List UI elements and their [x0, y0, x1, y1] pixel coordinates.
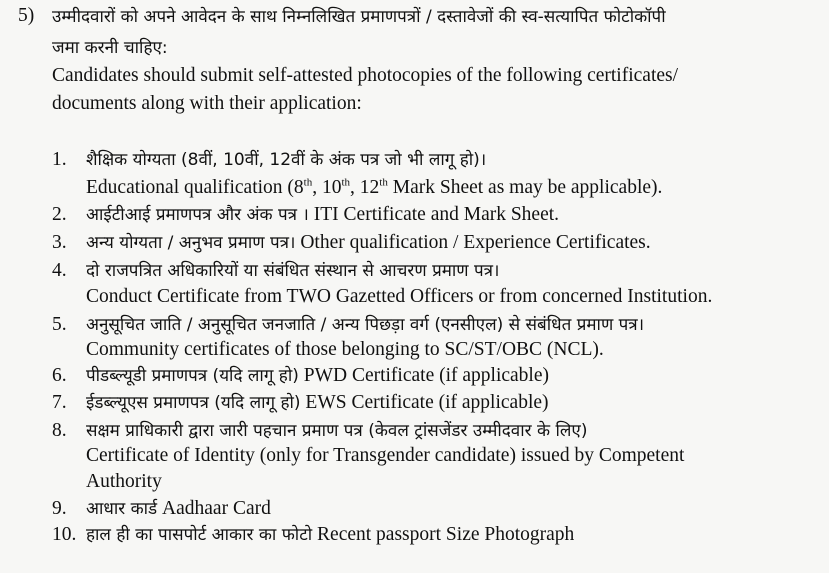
item-number: 4. [52, 260, 67, 281]
list-item: अन्य योग्यता / अनुभव प्रमाण पत्र। Other qualification / Experience Certificates. [86, 232, 651, 253]
list-item: हाल ही का पासपोर्ट आकार का फोटो Recent passport Size Photograph [86, 524, 575, 545]
item-english: Certificate of Identity (only for Transgender candidate) issued by Competent [86, 445, 685, 466]
list-item: आईटीआई प्रमाणपत्र और अंक पत्र । ITI Certificate and Mark Sheet. [86, 204, 560, 225]
item-hindi: शैक्षिक योग्यता (8वीं, 10वीं, 12वीं के अंक पत्र जो भी लागू हो)। [86, 150, 487, 170]
list-item: आधार कार्ड Aadhaar Card [86, 498, 271, 519]
item-english: Conduct Certificate from TWO Gazetted Officers or from concerned Institution. [86, 286, 713, 307]
item-number: 2. [52, 204, 67, 225]
item-english: Authority [86, 471, 162, 492]
item-number: 7. [52, 392, 67, 413]
item-number: 8. [52, 420, 67, 441]
section-hindi-line1: उम्मीदवारों को अपने आवेदन के साथ निम्नलिखित प्रमाणपत्रों / दस्तावेजों की स्व-सत्यापित फोटोकॉपी [52, 7, 666, 27]
section-english-line1: Candidates should submit self-attested photocopies of the following certificates/ [52, 65, 679, 86]
item-hindi: सक्षम प्राधिकारी द्वारा जारी पहचान प्रमाण पत्र (केवल ट्रांसजेंडर उम्मीदवार के लिए) [86, 421, 588, 441]
item-number: 6. [52, 365, 67, 386]
item-hindi: अनुसूचित जाति / अनुसूचित जनजाति / अन्य पिछड़ा वर्ग (एनसीएल) से संबंधित प्रमाण पत्र। [86, 315, 645, 335]
item-number: 5. [52, 314, 67, 335]
item-number: 10. [52, 524, 77, 545]
list-item: पीडब्ल्यूडी प्रमाणपत्र (यदि लागू हो) PWD Certificate (if applicable) [86, 365, 549, 386]
item-english: Educational qualification (8th, 10th, 12th Mark Sheet as may be applicable). [86, 176, 663, 198]
section-number: 5) [18, 5, 35, 26]
section-hindi-line2: जमा करनी चाहिए: [52, 38, 168, 58]
list-item: ईडब्ल्यूएस प्रमाणपत्र (यदि लागू हो) EWS Certificate (if applicable) [86, 392, 549, 413]
item-number: 9. [52, 498, 67, 519]
item-number: 1. [52, 149, 67, 170]
section-english-line2: documents along with their application: [52, 93, 362, 114]
item-number: 3. [52, 232, 67, 253]
item-english: Community certificates of those belonging to SC/ST/OBC (NCL). [86, 339, 604, 360]
item-hindi: दो राजपत्रित अधिकारियों या संबंधित संस्थान से आचरण प्रमाण पत्र। [86, 261, 500, 281]
